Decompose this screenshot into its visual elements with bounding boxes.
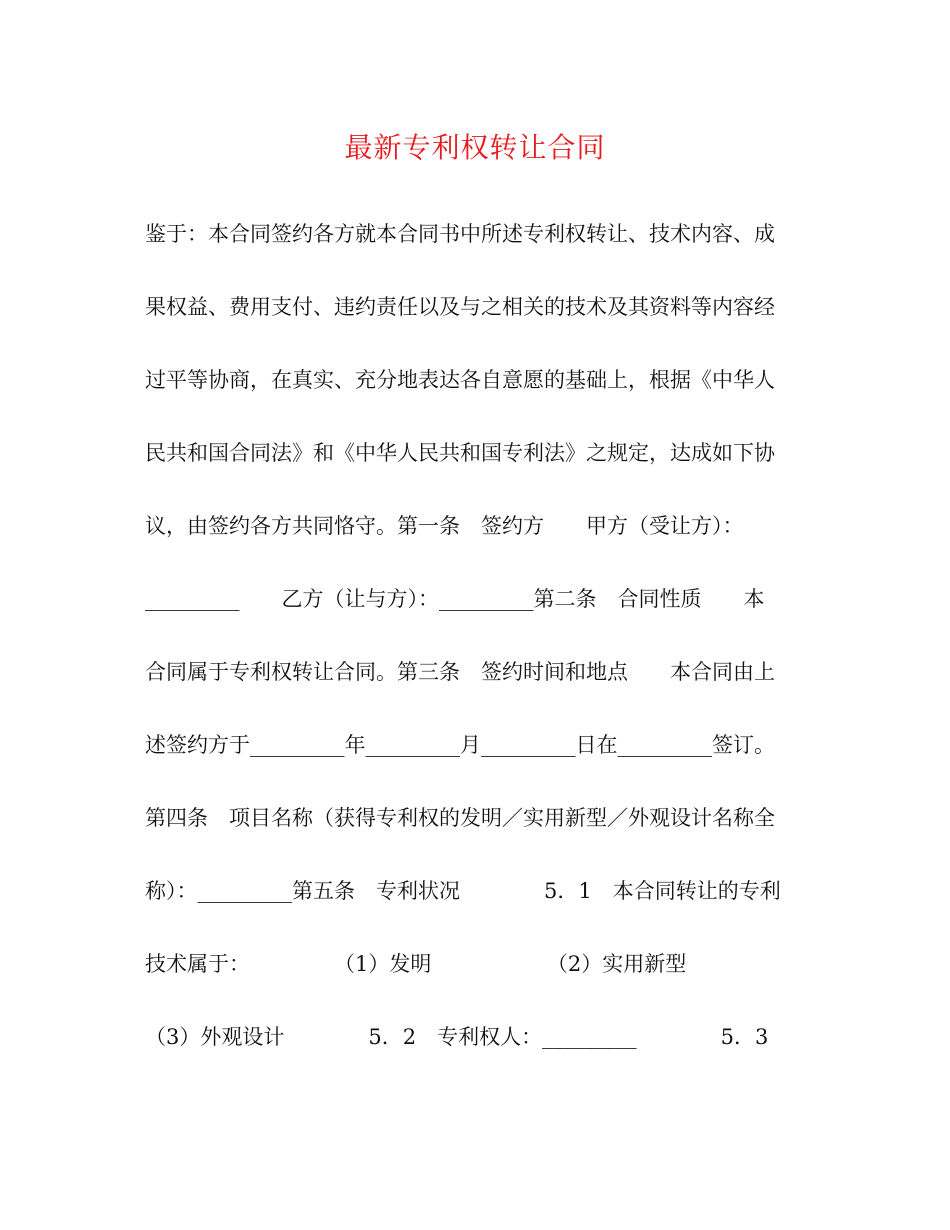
text-line: 称）：_________第五条 专利状况 5．1 本合同转让的专利 [145, 879, 781, 903]
text-line: 第四条 项目名称（获得专利权的发明／实用新型／外观设计名称全 [145, 806, 775, 830]
text-line: 果权益、费用支付、违约责任以及与之相关的技术及其资料等内容经 [145, 295, 775, 319]
text-line: 述签约方于_________年_________月_________日在_________签订。 [145, 733, 775, 757]
document-title: 最新专利权转让合同 [344, 131, 606, 164]
contract-body [145, 212, 810, 1088]
text-line: 议，由签约各方共同恪守。第一条 签约方 甲方（受让方）： [145, 514, 744, 538]
text-line: 过平等协商，在真实、充分地表达各自意愿的基础上，根据《中华人 [145, 368, 775, 392]
text-line: _________ 乙方（让与方）：_________第二条 合同性质 本 [145, 587, 765, 611]
text-line: 技术属于： （1）发明 （2）实用新型 [145, 952, 687, 976]
text-line: 鉴于：本合同签约各方就本合同书中所述专利权转让、技术内容、成 [145, 222, 775, 246]
text-line: （3）外观设计 5．2 专利权人：_________ 5．3 [145, 1025, 769, 1049]
text-line: 合同属于专利权转让合同。第三条 签约时间和地点 本合同由上 [145, 660, 775, 684]
text-line: 民共和国合同法》和《中华人民共和国专利法》之规定，达成如下协 [145, 441, 775, 465]
